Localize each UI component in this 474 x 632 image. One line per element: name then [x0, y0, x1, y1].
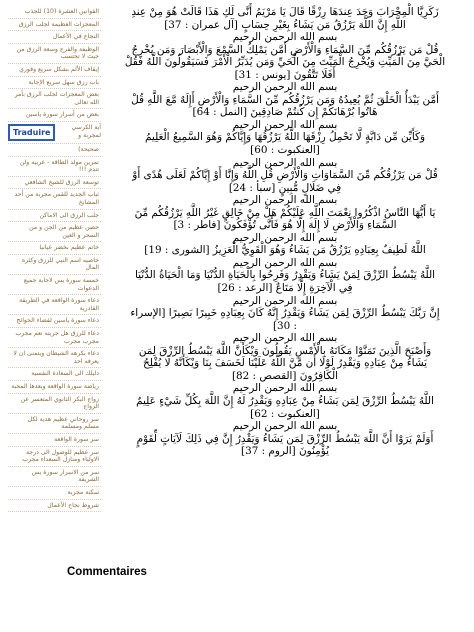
sidebar-link[interactable]: رياضة سورة الواقعة وبعدها المحبة — [8, 381, 101, 394]
sidebar-link[interactable]: سر من الاسرار سورة يس الشريفة — [8, 467, 101, 487]
verse-line: هَاتُوا بُرْهَانَكُمْ إِن كُنتُمْ صَادِقِينَ [النمل : 64] — [192, 106, 378, 119]
comments-heading: Commentaires — [67, 566, 147, 578]
verse-line: : 30] — [272, 319, 298, 332]
translate-button[interactable]: Traduire — [8, 124, 55, 141]
verse-line: قُلْ مَن يَرْزُقُكُم مِّنَ السَّمَاوَاتِ وَالْأَرْضِ قُلِ اللَّهُ وَإِنَّا أَوْ إِيَّاكُمْ لَعَلَى هُدًى أَوْ — [132, 169, 438, 182]
verse-line: يَا أَيُّهَا النَّاسُ اذْكُرُوا نِعْمَتَ اللَّهِ عَلَيْكُمْ هَلْ مِنْ خَالِقٍ غَيْرُ اللَّهِ يَرْزُقُكُم مِّنَ — [134, 206, 436, 219]
quran-verses-text — [104, 6, 466, 458]
verse-line: يَشَاءُ مِنْ عِبَادِهِ وَيَقْدِرُ لَوْلَا أَن مَّنَّ اللَّهُ عَلَيْنَا لَخَسَفَ بِنَا وَيْكَأَنَّهُ لَا يُفْلِحُ — [142, 357, 428, 370]
sidebar-link[interactable]: سر عظيم للوصول الى درجة الاولياء ومنازل السعداء مجرب — [8, 447, 101, 467]
sidebar-link[interactable]: بعض من أسرار سورة ياسين — [8, 109, 101, 122]
basmala-line: بسم الله الرحمن الرحيم — [232, 256, 338, 269]
verse-line: وَأَصْبَحَ الَّذِينَ تَمَنَّوْا مَكَانَهُ بِالْأَمْسِ يَقُولُونَ وَيْكَأَنَّ اللَّهَ يَبْسُطُ الرِّزْقَ لِمَن — [138, 344, 432, 357]
sidebar-link[interactable]: خاتم عظيم بخضر عيانيا — [8, 242, 101, 255]
sidebar-link[interactable]: آية الكرسي لمجربة و — [71, 123, 101, 139]
sidebar-link[interactable]: جلب الرزق الى الاماكن — [8, 210, 101, 223]
sidebar-link[interactable]: حصن عظيم من الجن و من السحر و العين — [8, 222, 101, 242]
sidebar-link[interactable]: الوظيفة والفرج وسعة الرزق من حيث لا تحتسب — [8, 44, 101, 64]
sidebar-link[interactable]: خمسة سورة يس لاجابة جميع الدعوات — [8, 275, 101, 295]
basmala-line: بسم الله الرحمن الرحيم — [232, 81, 338, 94]
verse-line: السَّمَاءِ وَالْأَرْضِ لَا إِلَهَ إِلَّا هُوَ فَأَنَّى تُؤْفَكُونَ [فاطر : 3] — [173, 219, 397, 232]
verse-line: الْحَيَّ مِنَ الْمَيِّتِ وَيُخْرِجُ الْمَيِّتَ مِنَ الْحَيِّ وَمَن يُدَبِّرُ الْأَمْرَ فَسَيَقُولُونَ اللَّهُ فَقُلْ — [124, 56, 446, 69]
basmala-line: بسم الله الرحمن الرحيم — [232, 194, 338, 207]
sidebar-link[interactable]: بعض المعجزات لجلب الرزق بأمر الله تعالى — [8, 89, 101, 109]
verse-line: فِي الْآخِرَةِ إِلَّا مَتَاعٌ [الرعد : 26] — [217, 282, 353, 295]
basmala-line: بسم الله الرحمن الرحيم — [232, 231, 338, 244]
sidebar-link[interactable]: دليلك الى السعادة النفسية — [8, 368, 101, 381]
verse-line: أَوَلَمْ يَرَوْا أَنَّ اللَّهَ يَبْسُطُ الرِّزْقَ لِمَن يَشَاءُ وَيَقْدِرُ إِنَّ فِي ذَلِكَ لَآيَاتٍ لِّقَوْمٍ — [136, 432, 434, 445]
verse-line: [العنكبوت : 60] — [250, 144, 320, 157]
sidebar-link[interactable]: القوانين العشرة (10) للجذب — [8, 6, 101, 19]
basmala-line: بسم الله الرحمن الرحيم — [232, 294, 338, 307]
translate-row — [8, 122, 101, 144]
sidebar-links — [8, 6, 101, 512]
sidebar-link[interactable]: دعاء يكرهه الشيطان ويتمنى ان لا يعرفه احد — [8, 348, 101, 368]
sidebar-link[interactable]: سر روحاني عظيم هدية لكل مسلم ومسلمة — [8, 414, 101, 434]
verse-line: أَمَّن يَبْدَأُ الْخَلْقَ ثُمَّ يُعِيدُهُ وَمَن يَرْزُقُكُم مِّنَ السَّمَاءِ وَالْأَرْضِ أَإِلَهٌ مَّعَ اللَّهِ قُلْ — [131, 93, 439, 106]
verse-line: اللَّهُ يَبْسُطُ الرِّزْقَ لِمَنْ يَشَاءُ وَيَقْدِرُ وَفَرِحُوا بِالْحَيَاةِ الدُّنْيَا وَمَا الْحَيَاةُ الدُّنْيَا — [134, 269, 436, 282]
sidebar-link[interactable]: سر سورة الواقعة — [8, 434, 101, 447]
verse-line: [العنكبوت : 62] — [250, 407, 320, 420]
sidebar-link[interactable]: دعاء سورة ياسين لقضاء الحوائج — [8, 315, 101, 328]
sidebar-link[interactable]: صحيحة) — [8, 144, 101, 157]
verse-line: زَكَرِيَّا الْمِحْرَابَ وَجَدَ عِندَهَا رِزْقًا قَالَ يَا مَرْيَمُ أَنَّى لَكِ هَذَا قَالَتْ هُوَ مِنْ عِندِ — [131, 6, 439, 18]
sidebar-link[interactable]: زواج البكر الثانوي المتعسر عن الزواج — [8, 394, 101, 414]
sidebar-link[interactable]: توسعة الرزق للشيخ الشافعي — [8, 177, 101, 190]
verse-line: الْكَافِرُونَ [القصص : 82] — [231, 369, 339, 382]
verse-line: اللَّهِ إِنَّ اللَّهَ يَرْزُقُ مَن يَشَاءُ بِغَيْرِ حِسَابٍ [آل عمران : 37] — [164, 18, 406, 31]
sidebar-link[interactable]: باب رزق سهل سريع الإجابة — [8, 77, 101, 90]
sidebar-link[interactable]: دعاء للرزق هل جربته نعم مجرب مجرب مجرب — [8, 328, 101, 348]
basmala-line: بسم الله الرحمن الرحيم — [232, 382, 338, 395]
sidebar-link[interactable]: المعجزات العظيمة لجلب الرزق — [8, 19, 101, 32]
sidebar-link[interactable]: خاصيه اسم النبي للرزق وكثره المال — [8, 255, 101, 275]
sidebar-link[interactable]: شروط نجاح الأعمال — [8, 500, 101, 513]
sidebar-link[interactable]: ثياب الجديد للقس مجربة من أحد المشايخ — [8, 189, 101, 209]
sidebar-link[interactable]: دعاء سورة الواقعة في الطريقة القادرية — [8, 295, 101, 315]
verse-line: إِنَّ رَبَّكَ يَبْسُطُ الرِّزْقَ لِمَن يَشَاءُ وَيَقْدِرُ إِنَّهُ كَانَ بِعِبَادِهِ خَبِيرًا بَصِيرًا [الإسراء — [130, 307, 440, 320]
basmala-line: بسم الله الرحمن الرحيم — [232, 31, 338, 44]
verse-line: يُؤْمِنُونَ [الروم : 37] — [241, 445, 329, 458]
basmala-line: بسم الله الرحمن الرحيم — [232, 420, 338, 433]
basmala-line: بسم الله الرحمن الرحيم — [232, 118, 338, 131]
verse-line: قُلْ مَن يَرْزُقُكُم مِّنَ السَّمَاءِ وَالْأَرْضِ أَمَّن يَمْلِكُ السَّمْعَ وَالْأَبْصَارَ وَمَن يُخْرِجُ — [131, 43, 439, 56]
sidebar-link[interactable]: تمرين مولد الطاقة - عربيه ولن تندم !!! — [8, 157, 101, 177]
sidebar-link[interactable]: إيقاف الألم بشكل سريع وفوري — [8, 64, 101, 77]
verse-line: أَفَلَا تَتَّقُونَ [يونس : 31] — [234, 68, 336, 81]
verse-line: اللَّهُ لَطِيفٌ بِعِبَادِهِ يَرْزُقُ مَن يَشَاءُ وَهُوَ الْقَوِيُّ الْعَزِيزُ [الشورى : 19] — [144, 244, 426, 257]
sidebar-link[interactable]: سكنة مجربة — [8, 487, 101, 500]
sidebar-link[interactable]: النجاح في الأعمال — [8, 31, 101, 44]
verse-line: وَكَأَيِّن مِّن دَابَّةٍ لَّا تَحْمِلُ رِزْقَهَا اللَّهُ يَرْزُقُهَا وَإِيَّاكُمْ وَهُوَ السَّمِيعُ الْعَلِيمُ — [145, 131, 425, 144]
basmala-line: بسم الله الرحمن الرحيم — [232, 156, 338, 169]
verse-line: فِي ضَلَالٍ مُّبِينٍ [سبأ : 24] — [228, 181, 342, 194]
verse-line: اللَّهُ يَبْسُطُ الرِّزْقَ لِمَن يَشَاءُ مِنْ عِبَادِهِ وَيَقْدِرُ لَهُ إِنَّ اللَّهَ بِكُلِّ شَيْءٍ عَلِيمٌ — [136, 394, 434, 407]
basmala-line: بسم الله الرحمن الرحيم — [232, 332, 338, 345]
